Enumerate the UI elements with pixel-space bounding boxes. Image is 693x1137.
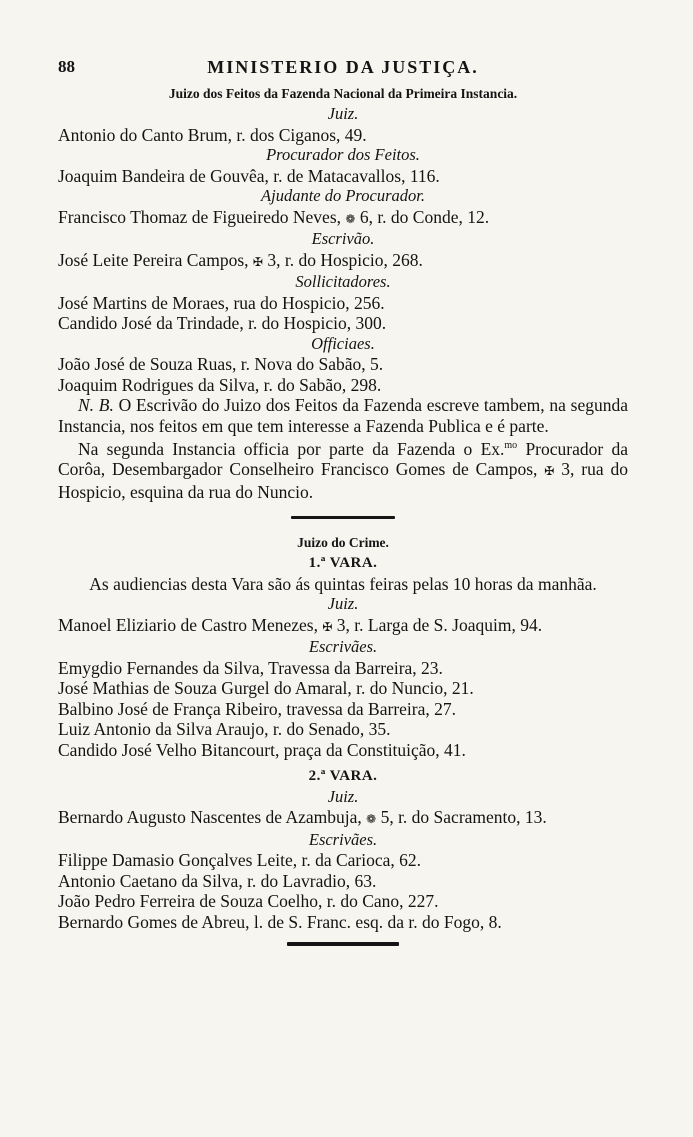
order-of-christ-cross-icon: ✠ <box>544 464 555 479</box>
list-item: Bernardo Gomes de Abreu, l. de S. Franc. esq. da r. do Fogo, 8. <box>58 911 502 932</box>
list-item: João Pedro Ferreira de Souza Coelho, r. do Cano, 227. <box>58 891 439 912</box>
role-procurador: Procurador dos Feitos. <box>266 145 420 164</box>
order-of-the-rose-icon: ❁ <box>345 211 356 226</box>
list-item: Luiz Antonio da Silva Araujo, r. do Senado, 35. <box>58 719 391 740</box>
role-escrivaes-vara1: Escrivães. <box>308 637 378 657</box>
note2-superscript: mo <box>504 440 518 451</box>
list-item: Balbino José de França Ribeiro, travessa da Barreira, 27. <box>58 698 456 719</box>
note-segunda-instancia <box>58 436 628 502</box>
juiz1-address: 3, r. Larga de S. Joaquim, 94. <box>332 614 543 635</box>
nb-text: O Escrivão do Juizo dos Feitos da Fazenda escreve tambem, na segunda Instancia, nos feitos em que tem interesse a Fazenda Publica e é parte. <box>58 395 628 436</box>
entry-juiz-vara2 <box>58 807 628 830</box>
note2-part-c: 3, rua do Hospicio, esquina da rua do Nuncio. <box>58 459 628 502</box>
list-item: João José de Souza Ruas, r. Nova do Sabão, 5. <box>58 354 384 374</box>
section-title-crime: Juizo do Crime. <box>297 535 389 551</box>
note2-part-a: Na segunda Instancia officia por parte da Fazenda o Ex. <box>78 438 505 459</box>
nb-label: N. B. <box>78 395 114 415</box>
juiz2-address: 5, r. do Sacramento, 13. <box>376 807 547 828</box>
role-escrivaes-vara2: Escrivães. <box>308 829 378 849</box>
order-of-the-rose-icon: ❁ <box>366 812 377 827</box>
list-item: Candido José Velho Bitancourt, praça da Constituição, 41. <box>58 739 466 760</box>
list-item: José Mathias de Souza Gurgel do Amaral, r. do Nuncio, 21. <box>58 678 474 699</box>
entry-juiz-vara1 <box>58 615 628 638</box>
order-of-christ-cross-icon: ✠ <box>322 619 333 634</box>
list-item: Filippe Damasio Gonçalves Leite, r. da Carioca, 62. <box>58 850 422 871</box>
section-title-fazenda: Juizo dos Feitos da Fazenda Nacional da Primeira Instancia. <box>168 86 518 101</box>
role-escrivao: Escrivão. <box>311 229 375 248</box>
entry-ajudante <box>58 207 628 230</box>
role-officiaes: Officiaes. <box>311 333 375 353</box>
escrivao-name: José Leite Pereira Campos, <box>58 249 253 270</box>
ajudante-name: Francisco Thomaz de Figueiredo Neves, <box>58 206 346 227</box>
note-nb <box>58 395 628 436</box>
entry-juiz: Antonio do Canto Brum, r. dos Ciganos, 49. <box>58 124 367 145</box>
list-item: Candido José da Trindade, r. do Hospicio, 300. <box>58 313 387 333</box>
page-header <box>58 57 628 81</box>
list-item: José Martins de Moraes, rua do Hospicio, 256. <box>58 292 385 313</box>
ajudante-address: 6, r. do Conde, 12. <box>355 206 490 227</box>
audiencias-note: As audiencias desta Vara são ás quintas feiras pelas 10 horas da manhãa. <box>89 573 597 594</box>
vara-1-heading: 1.ª VARA. <box>308 555 378 572</box>
page-number: 88 <box>58 57 75 76</box>
escrivao-address: 3, r. do Hospicio, 268. <box>262 249 423 270</box>
note2-part-b: Procurador da Corôa, Desembargador Conselheiro Francisco Gomes de Campos, <box>58 438 628 480</box>
vara-2-heading: 2.ª VARA. <box>308 768 378 785</box>
list-item: Emygdio Fernandes da Silva, Travessa da Barreira, 23. <box>58 657 443 678</box>
role-sollicitadores: Sollicitadores. <box>295 272 391 291</box>
order-of-christ-cross-icon: ✠ <box>252 254 263 269</box>
page-body <box>58 84 628 946</box>
juiz2-name: Bernardo Augusto Nascentes de Azambuja, <box>58 807 367 828</box>
list-item: Antonio Caetano da Silva, r. do Lavradio, 63. <box>58 870 377 891</box>
end-divider <box>287 942 399 946</box>
entry-escrivao <box>58 250 628 273</box>
role-ajudante: Ajudante do Procurador. <box>261 186 425 205</box>
juiz1-name: Manoel Eliziario de Castro Menezes, <box>58 614 323 635</box>
role-juiz-vara1: Juiz. <box>327 594 359 614</box>
role-juiz-vara2: Juiz. <box>327 786 359 806</box>
role-juiz: Juiz. <box>327 104 359 123</box>
section-divider <box>291 516 395 519</box>
list-item: Joaquim Rodrigues da Silva, r. do Sabão, 298. <box>58 374 382 395</box>
entry-procurador: Joaquim Bandeira de Gouvêa, r. de Matacavallos, 116. <box>58 165 440 186</box>
running-title: MINISTERIO DA JUSTIÇA. <box>207 57 479 77</box>
